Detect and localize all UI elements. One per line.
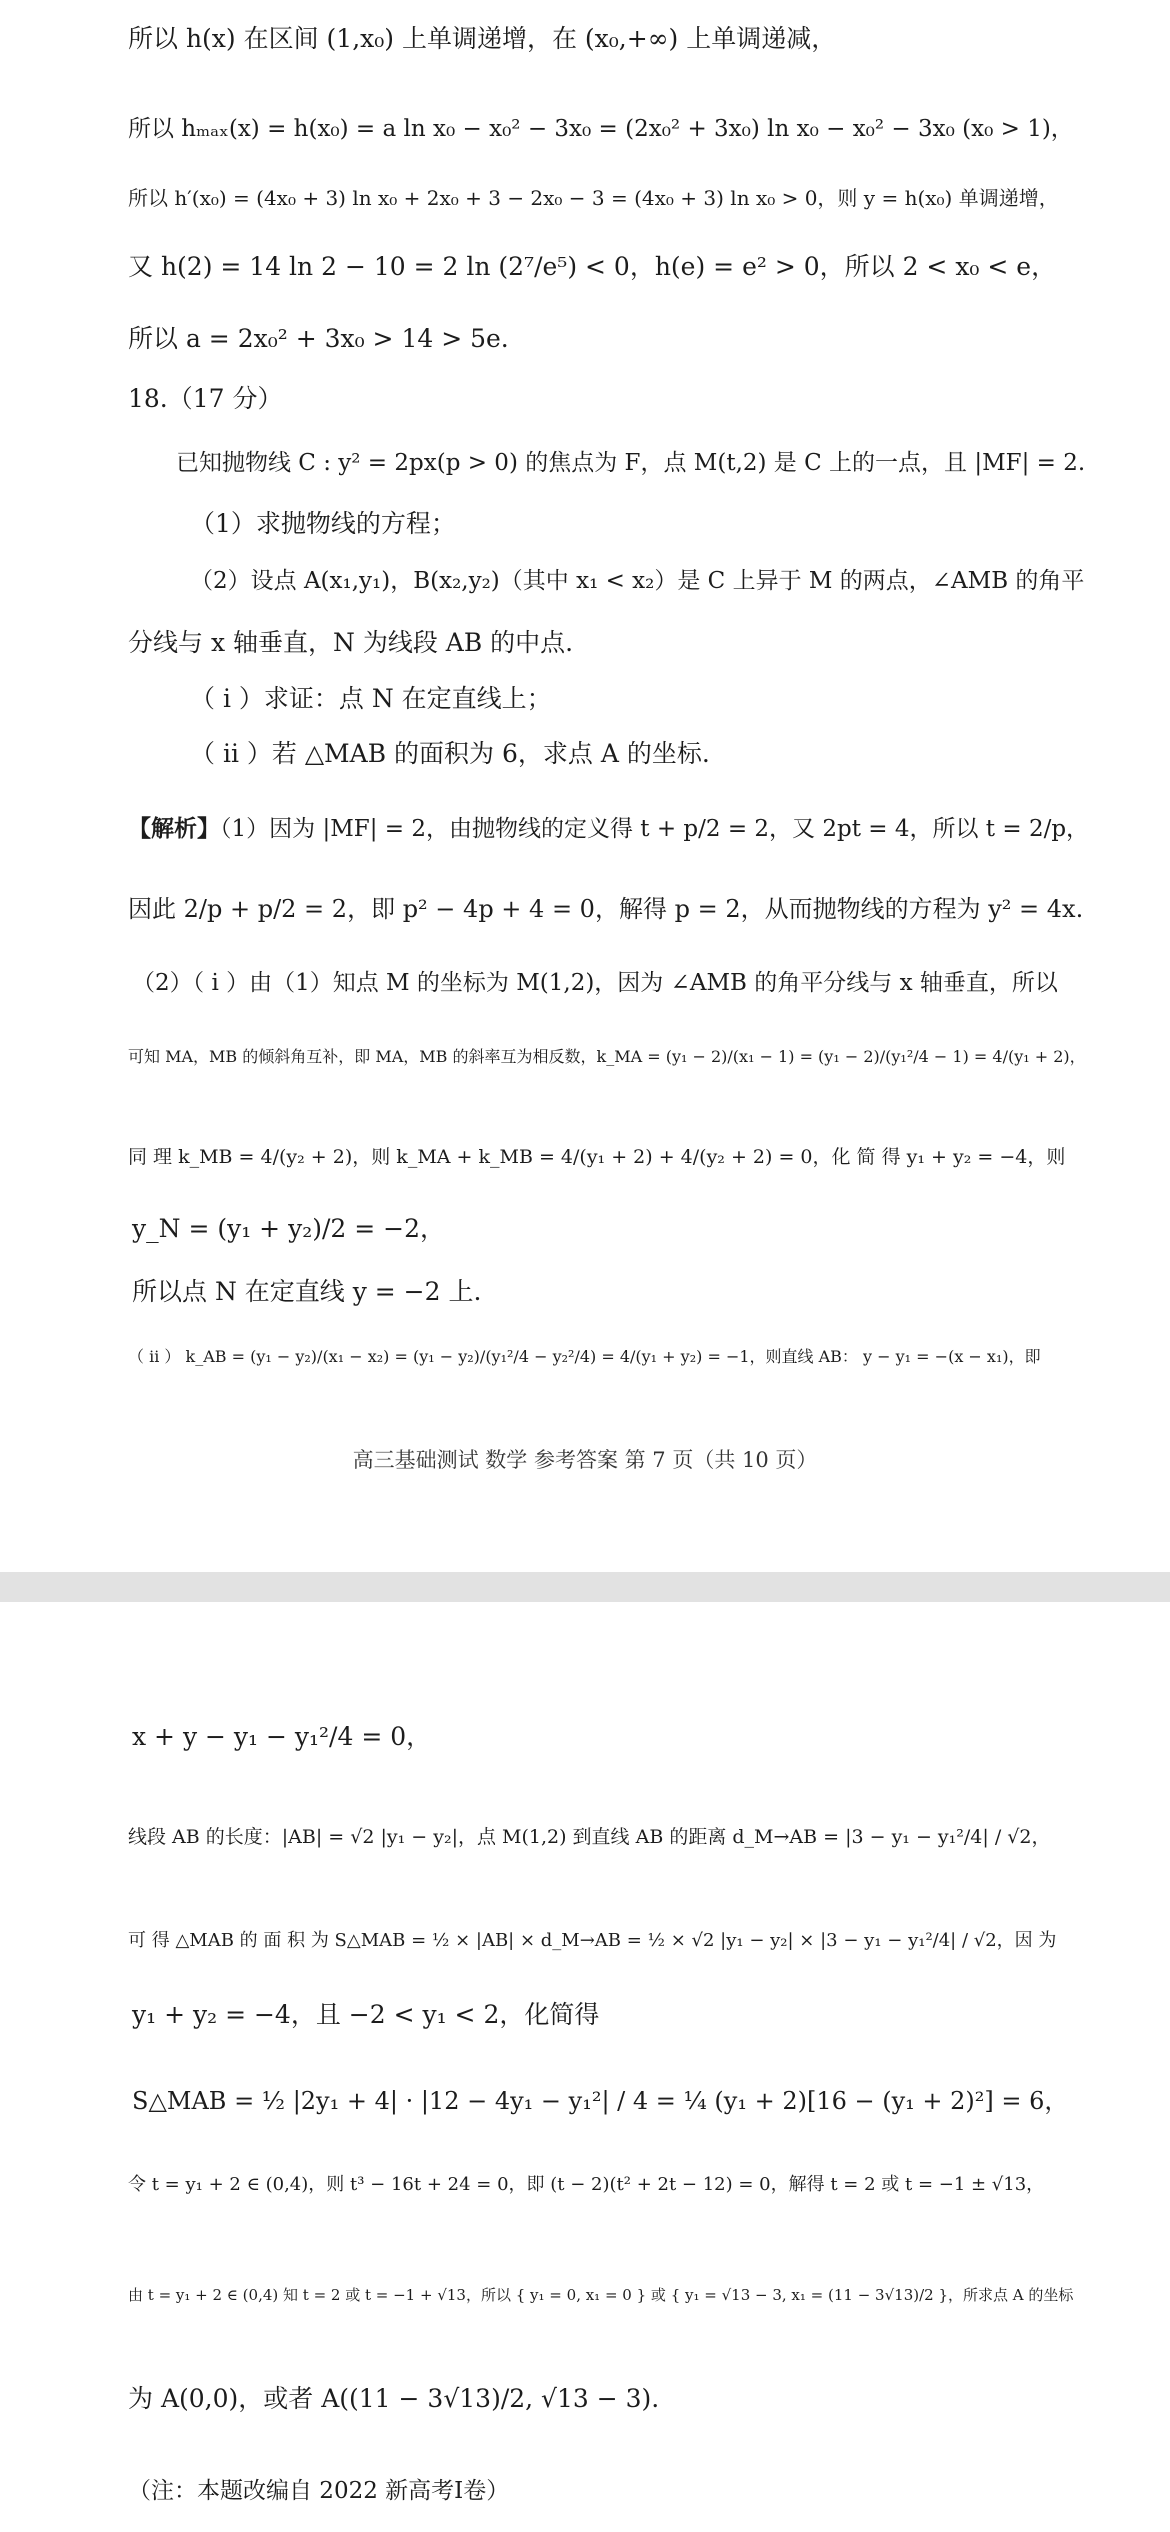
text-line: 同 理 k_MB = 4/(y₂ + 2)，则 k_MA + k_MB = 4/(y₁ + 2) + 4/(y₂ + 2) = 0，化 简 得 y₁ + y₂ = −4，则	[128, 1146, 1066, 1168]
text-line: 所以 a = 2x₀² + 3x₀ > 14 > 5e.	[128, 324, 509, 353]
text-line: y_N = (y₁ + y₂)/2 = −2，	[132, 1214, 446, 1243]
text-line: 所以 h′(x₀) = (4x₀ + 3) ln x₀ + 2x₀ + 3 − 2x₀ − 3 = (4x₀ + 3) ln x₀ > 0，则 y = h(x₀) 单调递增，	[128, 186, 1059, 210]
text-line: （2）（ i ）由（1）知点 M 的坐标为 M(1,2)，因为 ∠AMB 的角平分线与 x 轴垂直，所以	[132, 970, 1058, 996]
solution-text: （1）因为 |MF| = 2，由抛物线的定义得 t + p/2 = 2，又 2pt = 4，所以 t = 2/p，	[220, 816, 1090, 842]
text-line: 可知 MA，MB 的倾斜角互补，即 MA，MB 的斜率互为相反数，k_MA = (y₁ − 2)/(x₁ − 1) = (y₁ − 2)/(y₁²/4 − 1) = 4/(y₁ + 2)，	[128, 1047, 1086, 1066]
text-line: 可 得 △MAB 的 面 积 为 S△MAB = ½ × |AB| × d_M→AB = ½ × √2 |y₁ − y₂| × |3 − y₁ − y₁²/4| / √2，因 为	[128, 1930, 1057, 1951]
sub-question: （1）求抛物线的方程；	[190, 509, 456, 538]
text-line: 为 A(0,0)，或者 A((11 − 3√13)/2, √13 − 3).	[128, 2384, 660, 2413]
solution-tag: 【解析】	[128, 815, 220, 842]
sub-question: （2）设点 A(x₁,y₁)，B(x₂,y₂)（其中 x₁ < x₂）是 C 上异于 M 的两点，∠AMB 的角平	[190, 568, 1085, 594]
text-line: 线段 AB 的长度：|AB| = √2 |y₁ − y₂|，点 M(1,2) 到直线 AB 的距离 d_M→AB = |3 − y₁ − y₁²/4| / √2，	[128, 1826, 1051, 1848]
text-line: 所以 hₘₐₓ(x) = h(x₀) = a ln x₀ − x₀² − 3x₀ = (2x₀² + 3x₀) ln x₀ − x₀² − 3x₀ (x₀ > 1)，	[128, 116, 1074, 142]
text-line: S△MAB = ½ |2y₁ + 4| · |12 − 4y₁ − y₁²| / 4 = ¼ (y₁ + 2)[16 − (y₁ + 2)²] = 6，	[132, 2087, 1069, 2115]
text-line: 所以点 N 在定直线 y = −2 上.	[132, 1277, 482, 1306]
sub-question: （ ii ）若 △MAB 的面积为 6，求点 A 的坐标.	[190, 739, 710, 768]
text-line: 令 t = y₁ + 2 ∈ (0,4)，则 t³ − 16t + 24 = 0，即 (t − 2)(t² + 2t − 12) = 0，解得 t = 2 或 t = −1 ± √13，	[128, 2174, 1045, 2195]
question-number: 18.（17 分）	[128, 384, 283, 413]
solution-line	[128, 812, 1090, 846]
sub-question: （ i ）求证：点 N 在定直线上；	[190, 684, 552, 713]
answer-page-8	[0, 1602, 1170, 2532]
text-line: （ ii ） k_AB = (y₁ − y₂)/(x₁ − x₂) = (y₁ − y₂)/(y₁²/4 − y₂²/4) = 4/(y₁ + y₂) = −1，则直线 AB： y − y₁ = −(x − x₁)，即	[128, 1347, 1041, 1366]
text-line: 又 h(2) = 14 ln 2 − 10 = 2 ln (2⁷/e⁵) < 0，h(e) = e² > 0，所以 2 < x₀ < e，	[128, 252, 1057, 281]
text-line: 分线与 x 轴垂直，N 为线段 AB 的中点.	[128, 628, 574, 657]
source-note: （注：本题改编自 2022 新高考Ⅰ卷）	[128, 2478, 510, 2504]
text-line: y₁ + y₂ = −4，且 −2 < y₁ < 2，化简得	[132, 2000, 600, 2029]
question-stem: 已知抛物线 C : y² = 2px(p > 0) 的焦点为 F，点 M(t,2) 是 C 上的一点，且 |MF| = 2.	[176, 450, 1086, 476]
text-line: x + y − y₁ − y₁²/4 = 0，	[132, 1722, 432, 1751]
text-line: 由 t = y₁ + 2 ∈ (0,4) 知 t = 2 或 t = −1 + √13，所以 { y₁ = 0, x₁ = 0 } 或 { y₁ = √13 − 3, x₁ = (11 − 3√13)/2 }，所求点 A 的坐标	[128, 2286, 1074, 2304]
page-footer: 高三基础测试 数学 参考答案 第 7 页（共 10 页）	[352, 1448, 818, 1472]
text-line: 因此 2/p + p/2 = 2，即 p² − 4p + 4 = 0，解得 p = 2，从而抛物线的方程为 y² = 4x.	[128, 895, 1084, 923]
text-line: 所以 h(x) 在区间 (1,x₀) 上单调递增，在 (x₀,+∞) 上单调递减，	[128, 24, 837, 53]
